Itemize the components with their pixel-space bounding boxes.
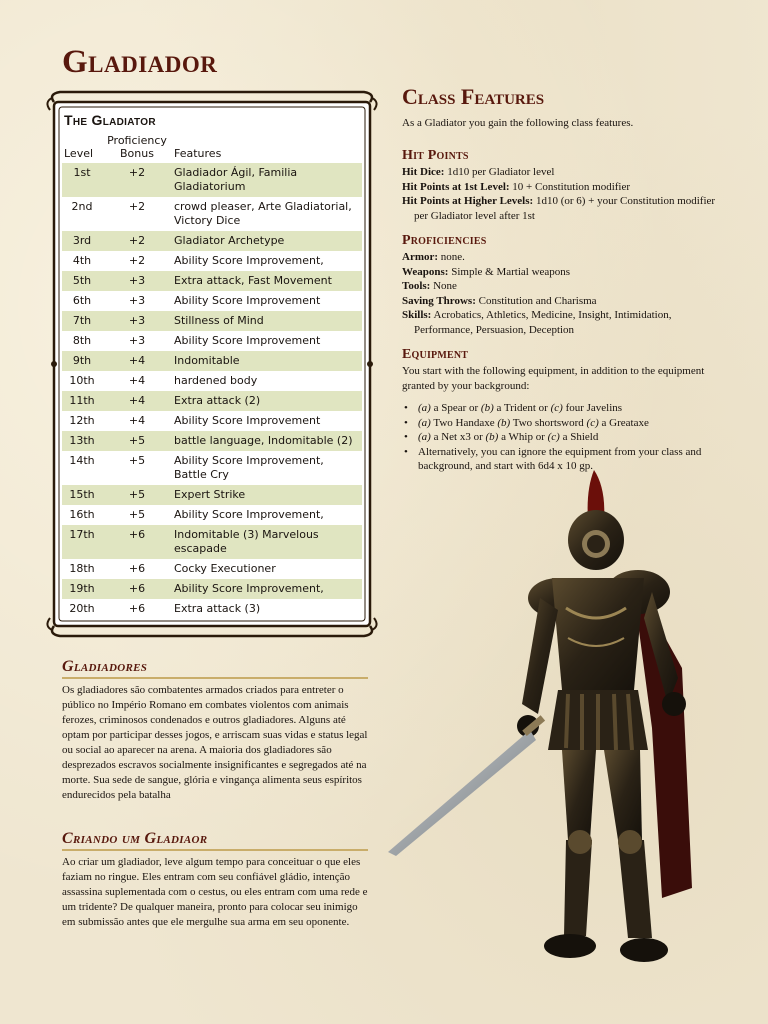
table-row [62,525,362,559]
features-cell: Ability Score Improvement [174,334,321,347]
level-cell: 9th [62,351,102,371]
option-text: four Javelins [562,402,623,414]
gladiadores-section [62,658,368,803]
level-cell: 1st [62,163,102,197]
table-row [62,163,362,197]
table-row [62,371,362,391]
option-text: Two shortsword [510,416,587,429]
level-cell: 12th [69,414,95,427]
features-cell: Ability Score Improvement, [174,508,324,521]
features-cell: Extra attack (2) [172,391,362,411]
table-row [62,197,362,231]
hit-points-section [402,148,722,223]
equipment-section [402,347,722,474]
proficiency-line-value: None [430,280,457,292]
option-marker: (a) [418,402,431,414]
table-row [62,485,362,505]
table-row [62,351,362,371]
bonus-cell: +4 [128,374,146,387]
page-title: Gladiador [62,44,218,80]
table-row [62,411,362,431]
table-row [62,331,362,351]
features-cell: Ability Score Improvement, Battle Cry [174,454,324,481]
bonus-cell: +6 [128,562,146,575]
level-cell: 16th [69,508,95,521]
table-row [62,451,362,485]
level-cell: 18th [69,562,95,575]
bonus-cell: +5 [128,454,146,467]
features-cell: Extra attack, Fast Movement [172,271,362,291]
bonus-cell: +4 [102,351,172,371]
proficiency-line-value: Simple & Martial weapons [448,265,571,278]
proficiency-line-label: Weapons: [402,265,449,278]
option-marker: (c) [586,416,599,429]
features-cell: Ability Score Improvement, [174,254,324,267]
table-row [62,271,362,291]
proficiency-line [402,308,722,337]
class-features-intro: As a Gladiator you gain the following class features. [402,117,634,129]
features-cell: Extra attack (3) [174,602,261,615]
proficiency-line-label: Saving Throws: [402,294,476,307]
proficiency-line [402,250,722,265]
features-cell: Gladiator Archetype [172,231,362,251]
table-row [62,231,362,251]
hit-points-line [402,165,722,180]
class-table-frame [44,90,380,638]
hit-points-line-label: Hit Points at 1st Level: [402,180,510,193]
features-cell: battle language, Indomitable (2) [172,431,362,451]
criando-section [62,830,368,930]
features-cell: Ability Score Improvement [174,414,321,427]
table-row [62,391,362,411]
bonus-cell: +2 [128,200,146,213]
features-cell: hardened body [174,374,258,387]
features-cell: Gladiador Ágil, Familia Gladiatorium [172,163,362,197]
class-table-title: The Gladiator [64,112,156,128]
level-cell: 5th [62,271,102,291]
option-marker: (a) [418,431,431,443]
bonus-cell: +3 [128,294,146,307]
equipment-intro: You start with the following equipment, in addition to the equipment granted by your background: [402,365,705,392]
option-text: a Shield [559,431,599,443]
table-row [62,291,362,311]
level-cell: 19th [62,579,102,599]
header-features: Features [174,147,222,160]
option-text: a Greataxe [598,416,649,429]
bonus-cell: +5 [102,485,172,505]
level-cell: 10th [69,374,95,387]
table-row [62,251,362,271]
bonus-cell: +3 [102,311,172,331]
list-item [402,416,722,431]
features-cell: Ability Score Improvement [174,294,321,307]
hit-points-line [402,180,722,195]
proficiencies-section [402,233,722,337]
bonus-cell: +6 [102,579,172,599]
option-marker: (b) [497,416,511,429]
option-text: a Net x3 or [430,431,486,443]
option-text: Alternatively, you can ignore the equipment from your class and background, and start with 6d4 x 10 gp. [418,445,702,472]
gladiator-illustration [382,468,722,978]
option-marker: (a) [418,416,431,429]
level-cell: 3rd [62,231,102,251]
table-row [62,505,362,525]
proficiency-line-value: none. [438,251,465,263]
level-cell: 14th [69,454,95,467]
option-text: Two Handaxe [430,416,498,429]
proficiency-line-value: Acrobatics, Athletics, Medicine, Insight, Intimidation, Performance, Persuasion, Deception [414,309,672,336]
class-features-column [402,84,722,484]
criando-heading: Criando um Gladiaor [62,830,368,851]
level-cell: 13th [62,431,102,451]
table-row [62,311,362,331]
bonus-cell: +6 [102,525,172,559]
hit-points-line-label: Hit Dice: [402,166,445,178]
bonus-cell: +3 [102,271,172,291]
proficiency-line-label: Skills: [402,309,432,321]
bonus-cell: +4 [102,391,172,411]
hit-points-line [402,194,722,223]
header-proficiency-bonus: Proficiency Bonus [107,134,167,160]
class-features-heading: Class Features [402,84,545,109]
list-item [402,430,722,445]
option-marker: (b) [485,431,499,443]
bonus-cell: +4 [128,414,146,427]
class-table-inner [62,112,362,619]
proficiency-line-label: Armor: [402,251,439,263]
bonus-cell: +3 [128,334,146,347]
gladiadores-text: Os gladiadores são combatentes armados criados para entreter o público no Império Romano em combates violentos com animais ferozes, criminosos condenados e outros gladiadores. Alguns até optam por participar desses jogos, e arriscam suas vidas e status legal ou social ao aparecer na arena. A maioria dos gladiadores são desprezados escravos socialmente insignificantes e segregados até na morte. Sua sede de sangue, glória e vingança alimenta seus espíritos endurecidos pela batalha [62,684,368,801]
table-row [62,431,362,451]
bonus-cell: +5 [102,431,172,451]
features-cell: Ability Score Improvement, [172,579,362,599]
criando-text: Ao criar um gladiador, leve algum tempo para conceituar o que eles faziam no ringue. Eles entram com seu confiável gládio, intenção assassina suplementada com o cestus, ou eles entram com uma rede e um tridente? De qualquer maneira, pronto para colocar seu inimigo em submissão antes que ele mergulhe sua arma em seu oponente. [62,856,368,928]
level-cell: 15th [62,485,102,505]
equipment-heading: Equipment [402,347,469,362]
header-level: Level [64,147,94,160]
level-cell: 7th [62,311,102,331]
proficiencies-heading: Proficiencies [402,233,487,248]
hit-points-line-value: 1d10 (or 6) + your Constitution modifier per Gladiator level after 1st [414,195,716,222]
proficiency-line [402,279,722,294]
option-marker: (b) [480,402,494,414]
features-cell: Cocky Executioner [174,562,276,575]
features-cell: Stillness of Mind [172,311,362,331]
option-text: a Whip or [498,431,548,443]
features-cell: Expert Strike [172,485,362,505]
equipment-list [402,401,722,474]
bonus-cell: +2 [102,231,172,251]
level-cell: 4th [72,254,92,267]
list-item [402,401,722,416]
class-table [62,134,362,619]
level-cell: 8th [72,334,92,347]
table-row [62,599,362,619]
bonus-cell: +2 [102,163,172,197]
level-cell: 11th [62,391,102,411]
level-cell: 2nd [71,200,93,213]
bonus-cell: +2 [128,254,146,267]
level-cell: 20th [69,602,95,615]
proficiency-line [402,265,722,280]
bonus-cell: +6 [128,602,146,615]
option-marker: (c) [550,402,563,414]
table-row [62,559,362,579]
level-cell: 17th [62,525,102,559]
table-row [62,579,362,599]
hit-points-line-value: 1d10 per Gladiator level [444,166,555,178]
features-cell: Indomitable (3) Marvelous escapade [172,525,362,559]
gladiadores-heading: Gladiadores [62,658,368,679]
features-cell: crowd pleaser, Arte Gladiatorial, Victory Dice [174,200,352,227]
hit-points-line-label: Hit Points at Higher Levels: [402,195,534,207]
option-marker: (c) [547,431,560,443]
bonus-cell: +5 [128,508,146,521]
hit-points-heading: Hit Points [402,148,469,163]
proficiency-line [402,294,722,309]
proficiency-line-value: Constitution and Charisma [475,294,597,307]
features-cell: Indomitable [172,351,362,371]
class-table-header-row [62,134,362,163]
level-cell: 6th [72,294,92,307]
hit-points-line-value: 10 + Constitution modifier [509,180,631,193]
option-text: a Trident or [493,402,551,414]
option-text: a Spear or [430,402,481,414]
proficiency-line-label: Tools: [402,280,431,292]
